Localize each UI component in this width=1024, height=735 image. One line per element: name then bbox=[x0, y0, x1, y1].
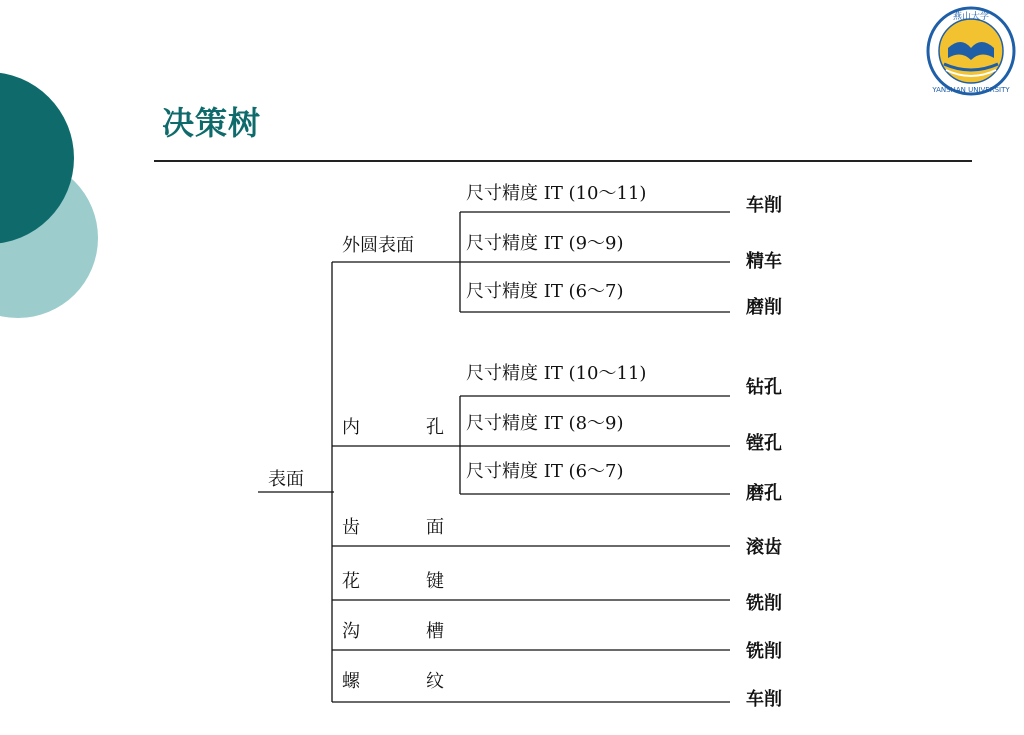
precision-label: 尺寸精度 IT (9～9) bbox=[466, 233, 624, 254]
logo-ring-text: YANSHAN UNIVERSITY bbox=[932, 86, 1010, 94]
method-label: 铣削 bbox=[746, 641, 782, 662]
branch-label-spline-left: 花 bbox=[342, 571, 360, 592]
branch-label-thread-right: 纹 bbox=[426, 671, 444, 692]
method-label: 镗孔 bbox=[746, 433, 782, 454]
precision-label: 尺寸精度 IT (6～7) bbox=[466, 461, 624, 482]
branch-label-gear-left: 齿 bbox=[342, 517, 360, 538]
branch-label-thread-left: 螺 bbox=[342, 671, 360, 692]
branch-label-outer-surface: 外圆表面 bbox=[342, 235, 414, 256]
branch-label-groove-right: 槽 bbox=[426, 621, 444, 642]
method-label: 磨削 bbox=[746, 297, 782, 318]
logo-top-text: 燕山大学 bbox=[952, 12, 990, 22]
branch-label-spline-right: 键 bbox=[426, 571, 444, 592]
precision-label: 尺寸精度 IT (6～7) bbox=[466, 281, 624, 302]
method-label: 车削 bbox=[746, 195, 782, 216]
method-label: 滚齿 bbox=[746, 537, 782, 558]
branch-label-groove-left: 沟 bbox=[342, 621, 360, 642]
precision-label: 尺寸精度 IT (8～9) bbox=[466, 413, 624, 434]
precision-label: 尺寸精度 IT (10～11) bbox=[466, 363, 647, 384]
method-label: 磨孔 bbox=[746, 483, 782, 504]
branch-label-inner-hole-right: 孔 bbox=[426, 417, 444, 438]
branch-label-gear-right: 面 bbox=[426, 517, 444, 538]
method-label: 铣削 bbox=[746, 593, 782, 614]
slide-title: 决策树 bbox=[162, 104, 262, 142]
branch-label-inner-hole-left: 内 bbox=[342, 417, 360, 438]
method-label: 精车 bbox=[746, 251, 782, 272]
method-label: 钻孔 bbox=[746, 377, 782, 398]
method-label: 车削 bbox=[746, 689, 782, 710]
precision-label: 尺寸精度 IT (10～11) bbox=[466, 183, 647, 204]
tree-root-label: 表面 bbox=[268, 469, 304, 490]
